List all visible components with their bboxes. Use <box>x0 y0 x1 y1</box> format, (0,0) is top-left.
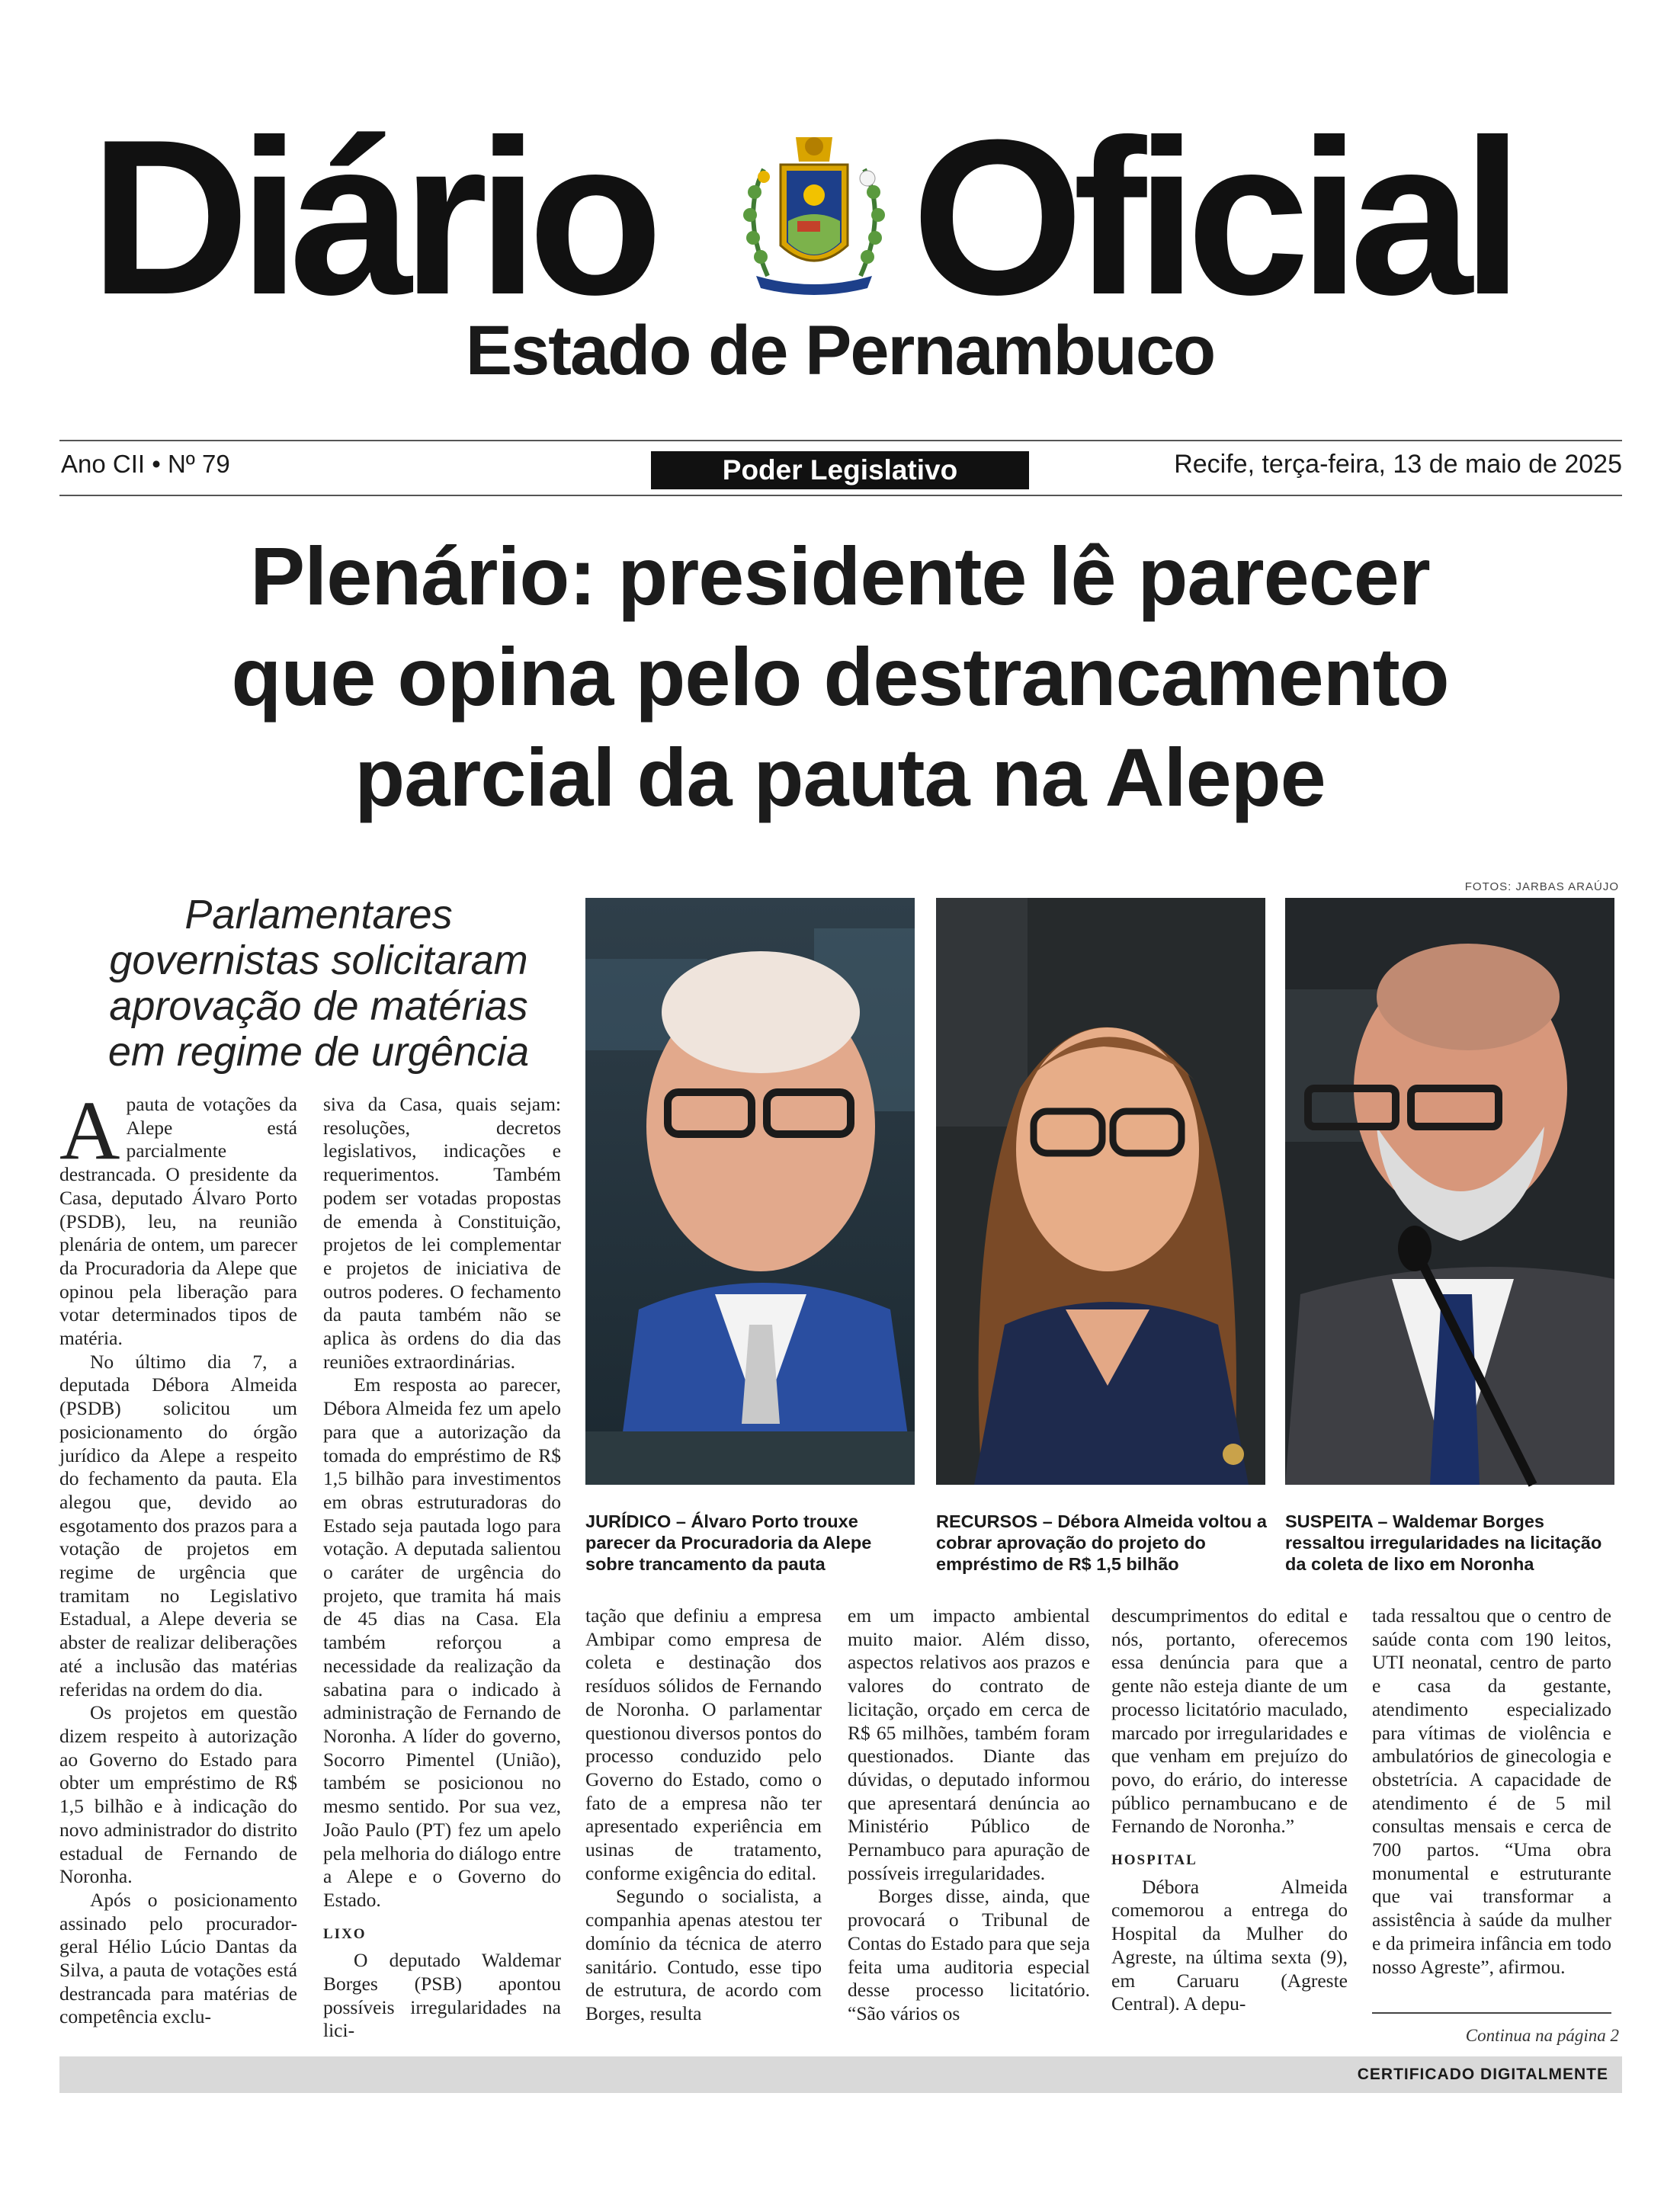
subheadline-line: em regime de urgência <box>107 1029 530 1075</box>
paragraph: Após o posicionamento assinado pelo procurador-geral Hélio Lúcio Dantas da Silva, a pauta de votações está destrancada para matérias de competência exclu- <box>59 1888 297 2028</box>
continued-note: Continua na página 2 <box>1465 2026 1619 2045</box>
edition-number: Ano CII • Nº 79 <box>61 450 230 478</box>
photo-debora-almeida <box>936 898 1265 1485</box>
section-heading-lixo: LIXO <box>323 1925 367 1942</box>
paragraph: Borges disse, ainda, que provocará o Tribunal de Contas do Estado para que seja feita uma auditoria especial desse processo licitatório. “São vários os <box>848 1885 1090 2024</box>
article-column-2 <box>323 1093 561 2042</box>
photo-caption: JURÍDICO – Álvaro Porto trouxe parecer da Procuradoria da Alepe sobre trancamento da pauta <box>585 1511 872 1574</box>
section-badge: Poder Legislativo <box>651 451 1029 489</box>
subheadline-line: Parlamentares <box>184 892 453 938</box>
top-rule <box>59 440 1622 441</box>
date-line: Recife, terça-feira, 13 de maio de 2025 <box>1174 450 1622 479</box>
masthead-title-left: Diário <box>90 94 652 341</box>
paragraph: No último dia 7, a deputada Débora Almeida (PSDB) solicitou um posicionamento do órgão jurídico da Alepe a respeito do fechamento da pauta. Ela alegou que, devido ao esgotamento dos prazos para a votação de projetos em regime de urgência que tramitam no Legislativo Estadual, a Alepe deveria se abster de realizar deliberações até a inclusão das matérias referidas na ordem do dia. <box>59 1350 297 1700</box>
footer-bar <box>59 2056 1622 2093</box>
article-column-1 <box>59 1084 297 2028</box>
paragraph: tação que definiu a empresa Ambipar como empresa de coleta e destinação dos resíduos sólidos de Fernando de Noronha. O parlamentar questionou diversos pontos do processo conduzido pelo Governo do Estado, como o fato de a empresa não ter apresentado experiência em usinas de tratamento, conforme exigência do edital. <box>585 1604 822 1884</box>
photo-credit: FOTOS: JARBAS ARAÚJO <box>1464 880 1619 893</box>
subheadline <box>59 892 578 1075</box>
paragraph: em um impacto ambiental muito maior. Além disso, aspectos relativos aos prazos e valores do contrato de licitação, orçado em cerca de R$ 65 milhões, também foram questionados. Diante das dúvidas, o deputado informou que apresentará denúncia ao Ministério Público de Pernambuco para apuração de possíveis irregularidades. <box>848 1604 1090 1884</box>
headline-line: parcial da pauta na Alepe <box>354 731 1326 823</box>
photo-caption: RECURSOS – Débora Almeida voltou a cobrar aprovação do projeto do empréstimo de R$ 1,5 bilhão <box>936 1511 1267 1574</box>
masthead-title-right: Oficial <box>912 94 1513 341</box>
paragraph: O deputado Waldemar Borges (PSB) apontou possíveis irregularidades na lici- <box>323 1949 561 2042</box>
column-end-rule <box>1372 2012 1611 2014</box>
photo-caption: SUSPEITA – Waldemar Borges ressaltou irregularidades na licitação da coleta de lixo em Noronha <box>1285 1511 1602 1574</box>
masthead-subtitle: Estado de Pernambuco <box>465 312 1215 389</box>
paragraph: Os projetos em questão dizem respeito à autorização ao Governo do Estado para obter um empréstimo de R$ 1,5 bilhão e à indicação do novo administrador do distrito estadual de Fernando de Noronha. <box>59 1701 297 1888</box>
subheadline-line: governistas solicitaram <box>109 938 528 983</box>
article-column-3 <box>585 1604 822 2024</box>
article-column-6 <box>1372 1604 1611 2001</box>
paragraph: siva da Casa, quais sejam: resoluções, decretos legislativos, indicações e requerimentos. Também podem ser votadas propostas de emenda à Constituição, projetos de lei complementar e projetos de iniciativa de outros poderes. O fechamento da pauta também não se aplica às ordens do dia das reuniões extraordinárias. <box>323 1093 561 1373</box>
paragraph: Débora Almeida comemorou a entrega do Hospital da Mulher do Agreste, na última sexta (9), em Caruaru (Agreste Central). A depu- <box>1111 1875 1348 2015</box>
photo-alvaro-porto <box>585 898 915 1485</box>
photo-waldemar-borges <box>1285 898 1614 1485</box>
paragraph: tada ressaltou que o centro de saúde conta com 190 leitos, UTI neonatal, centro de parto e casa da gestante, atendimento especializado para vítimas de violência e ambulatórios de ginecologia e obstetrícia. A capacidade de atendimento é de 5 mil consultas mensais e cerca de 700 partos. “Uma obra monumental e estruturante que vai transformar a assistência à saúde da mulher e da primeira infância em todo nosso Agreste”, afirmou. <box>1372 1604 1611 1978</box>
paragraph: descumprimentos do edital e nós, portanto, oferecemos essa denúncia para que a gente não esteja diante de um processo licitatório maculado, marcado por irregularidades e que venham em prejuízo do povo, do erário, do interesse público pernambucano e de Fernando de Noronha.” <box>1111 1604 1348 1838</box>
paragraph: pauta de votações da Alepe está parcialmente destrancada. O presidente da Casa, deputado Álvaro Porto (PSDB), leu, na reunião plenária de ontem, um parecer da Procuradoria da Alepe que opinou pela liberação para votar determinados tipos de matéria. <box>59 1093 297 1350</box>
paragraph: Em resposta ao parecer, Débora Almeida fez um apelo para que a autorização da tomada do empréstimo de R$ 1,5 bilhão para investimentos em obras estruturadoras do Estado seja pautada logo para votação. A deputada salientou o caráter de urgência do projeto, que tramita há mais de 45 dias na Casa. Ela também reforçou a necessidade da realização da sabatina para o indicado à administração de Fernando de Noronha. A líder do governo, Socorro Pimentel (União), também se posicionou no mesmo sentido. Por sua vez, João Paulo (PT) fez um apelo pela melhoria do diálogo entre a Alepe e o Governo do Estado. <box>323 1373 561 1911</box>
pernambuco-coat-of-arms-icon <box>733 131 895 297</box>
bottom-rule <box>59 495 1622 496</box>
certified-label: CERTIFICADO DIGITALMENTE <box>1357 2066 1608 2083</box>
paragraph: Segundo o socialista, a companhia apenas atestou ter domínio da técnica de aterro sanitário. Contudo, esse tipo de estrutura, de acordo com Borges, resulta <box>585 1885 822 2024</box>
article-column-4 <box>848 1604 1090 2024</box>
headline <box>46 526 1634 828</box>
article-column-5 <box>1111 1604 1348 2024</box>
section-heading-hospital: HOSPITAL <box>1111 1852 1197 1869</box>
dropcap: A <box>59 1084 120 1177</box>
headline-line: que opina pelo destrancamento <box>231 630 1449 723</box>
headline-line: Plenário: presidente lê parecer <box>250 530 1430 622</box>
subheadline-line: aprovação de matérias <box>109 983 528 1029</box>
